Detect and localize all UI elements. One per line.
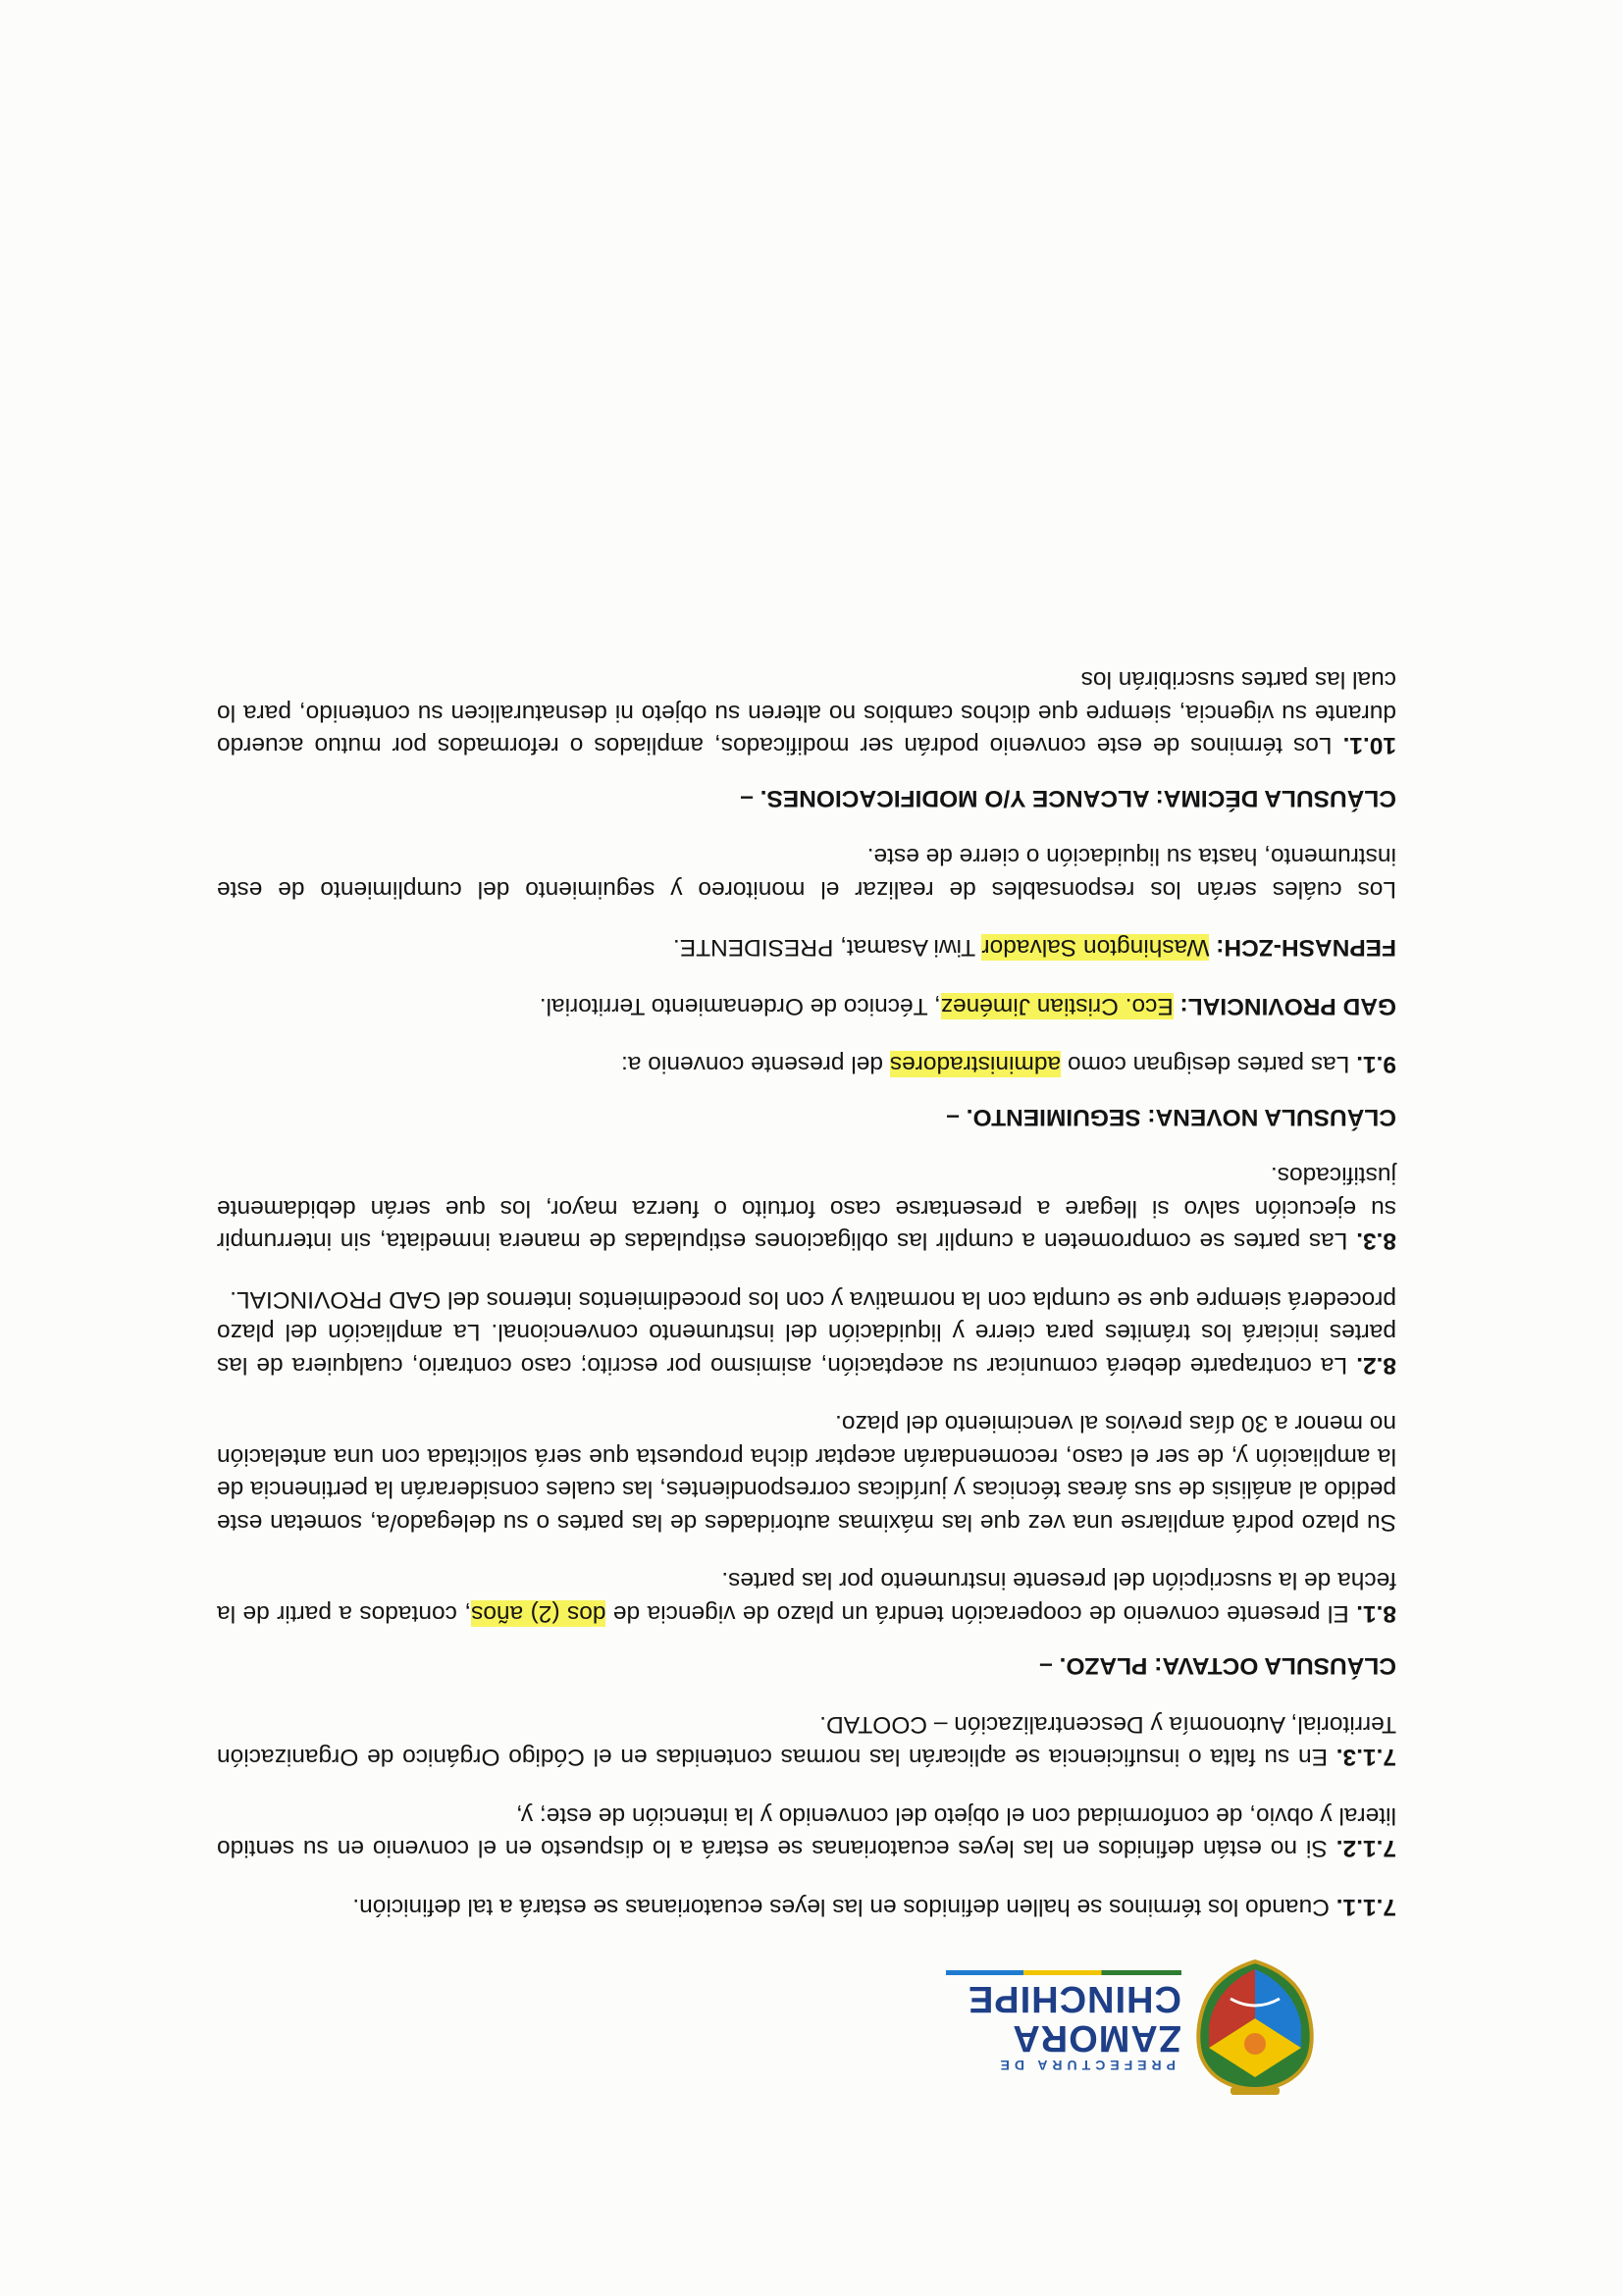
- clause-10-1: [217, 663, 1396, 762]
- brand-name-line1: ZAMORA: [1012, 2017, 1181, 2059]
- administrator-fepnash: [217, 931, 1396, 965]
- clause-8-3: [217, 1159, 1396, 1258]
- administrator-role: Tiwi Asamat, PRESIDENTE.: [672, 934, 982, 962]
- clause-number: 8.1.: [1356, 1600, 1396, 1627]
- administrator-gad: [217, 990, 1396, 1023]
- brand-name-line2: CHINCHIPE: [967, 1978, 1181, 2019]
- clause-7-1-3: [217, 1708, 1396, 1774]
- clause-8-1-extension: [217, 1407, 1396, 1539]
- clause-text: Su plazo podrá ampliarse una vez que las máximas autoridades de las partes o su delegado/a, sometan este pedido al análisis de sus áreas técnicas y jurídicas correspondientes, las cuales considerarán la pertinencia de la ampliación y, de ser el caso, recomendarán aceptar dicha propuesta que será solicitada con una antelación no menor a 30 días previos al vencimiento del plazo.: [217, 1410, 1396, 1536]
- brand-color-bar: [946, 1970, 1181, 1975]
- administrator-role: , Técnico de Ordenamiento Territorial.: [539, 993, 941, 1019]
- heading-clausula-novena: CLÁUSULA NOVENA: SEGUIMIENTO. –: [946, 1104, 1396, 1130]
- clause-text: Los términos de este convenio podrán ser modificados, ampliados o reformados por mutuo acuerdo durante su vigencia, siempre que dichos cambios no alteren su objeto ni desnaturalicen su contenido, para lo cual las partes suscribirán los: [217, 666, 1396, 759]
- clause-text: La contraparte deberá comunicar su aceptación, asimismo por escrito; caso contrario, cualquiera de las partes iniciará los trámites para cierre y liquidación del instrumento convencional. La ampliación del plazo procederá siempre que se cumpla con la normativa y con los procedimientos internos del GAD PROVINCIAL.: [217, 1286, 1396, 1379]
- clause-8-1: [217, 1564, 1396, 1630]
- clause-number: 7.1.3.: [1335, 1744, 1396, 1771]
- clause-7-1-2: [217, 1800, 1396, 1865]
- clause-number: 7.1.1.: [1335, 1894, 1396, 1920]
- clause-number: 8.2.: [1356, 1352, 1396, 1379]
- clause-text: , contados a partir de la fecha de la suscripción del presente instrumento por las partes.: [217, 1567, 1396, 1627]
- clause-8-2: [217, 1283, 1396, 1383]
- highlighted-term: dos (2) años: [471, 1600, 606, 1627]
- heading-clausula-octava: CLÁUSULA OCTAVA: PLAZO. –: [1039, 1652, 1396, 1680]
- clause-text: Las partes se comprometen a cumplir las obligaciones estipuladas de manera inmediata, sin interrumpir su ejecución salvo si llegare a presentarse caso fortuito o fuerza mayor, los que serán debidamente justificados.: [217, 1162, 1396, 1255]
- document-body: [217, 638, 1396, 1923]
- responsables-paragraph: [217, 840, 1396, 906]
- clause-text: En su falta o insuficiencia se aplicarán las normas contenidas en el Código Orgánico de Organización Territorial, Autonomía y Descentralización – COOTAD.: [217, 1711, 1396, 1771]
- clause-9-1: [217, 1048, 1396, 1081]
- clause-number: 10.1.: [1342, 732, 1396, 759]
- clause-text: del presente convenio a:: [621, 1051, 890, 1078]
- letterhead: [907, 1938, 1319, 2095]
- brand-prefix: PREFECTURA DE: [995, 2058, 1176, 2073]
- clause-7-1-1: [217, 1891, 1396, 1924]
- provincial-crest-icon: [1191, 1957, 1319, 2095]
- clause-text: Cuando los términos se hallen definidos en las leyes ecuatorianas se estará a tal definición.: [352, 1894, 1336, 1920]
- clause-text: Los cuáles serán los responsables de realizar el monitoreo y seguimiento del cumplimiento de este instrumento, hasta su liquidación o cierre de este.: [217, 843, 1396, 903]
- clause-number: 9.1.: [1356, 1051, 1396, 1078]
- brand-block: [926, 1970, 1181, 2073]
- administrator-label: GAD PROVINCIAL:: [1179, 993, 1396, 1019]
- highlighted-term: administradores: [889, 1051, 1062, 1078]
- highlighted-name: Eco. Cristian Jiménez: [940, 993, 1174, 1019]
- clause-number: 8.3.: [1356, 1227, 1396, 1255]
- heading-clausula-decima: CLÁUSULA DÉCIMA: ALCANCE Y/O MODIFICACIONES. –: [740, 785, 1396, 811]
- highlighted-name: Washington Salvador: [981, 934, 1210, 962]
- clause-number: 7.1.2.: [1335, 1835, 1396, 1862]
- clause-text: Si no están definidos en las leyes ecuatorianas se estará a lo dispuesto en el convenio en su sentido literal y obvio, de conformidad con el objeto del convenido y la intención de este; y,: [217, 1802, 1396, 1862]
- administrator-label: FEPNASH-ZCH:: [1216, 934, 1396, 962]
- clause-text: El presente convenio de cooperación tendrá un plazo de vigencia de: [605, 1600, 1357, 1627]
- clause-text: Las partes designan como: [1061, 1051, 1357, 1078]
